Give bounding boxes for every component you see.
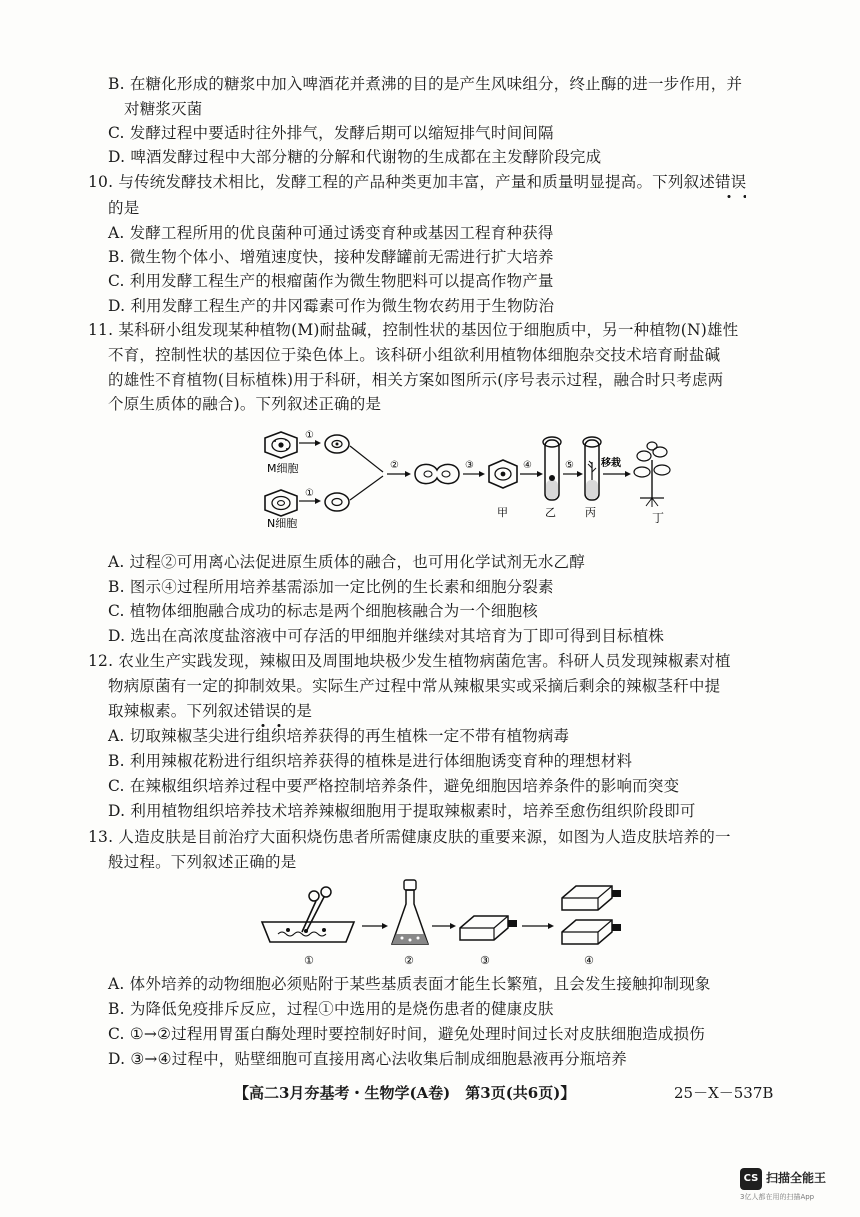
q13-stem-line1: 13. 人造皮肤是目前治疗大面积烧伤患者所需健康皮肤的重要来源，如图为人造皮肤培养的一 [88, 828, 731, 846]
q10-option-b: B. 微生物个体小、增殖速度快，接种发酵罐前无需进行扩大培养 [108, 248, 554, 266]
seedling-tube-icon [583, 437, 601, 500]
q11-option-c: C. 植物体细胞融合成功的标志是两个细胞核融合为一个细胞核 [108, 602, 538, 620]
q13-stem-line2: 般过程。下列叙述正确的是 [108, 853, 297, 871]
m-cell-label: M细胞 [267, 462, 299, 475]
n-cell-icon [265, 490, 297, 516]
q13-option-d: D. ③→④过程中，贴壁细胞可直接用离心法收集后制成细胞悬液再分瓶培养 [108, 1050, 628, 1068]
q12-option-c: C. 在辣椒组织培养过程中要严格控制培养条件，避免细胞因培养条件的影响而突变 [108, 777, 680, 795]
q9-option-b-line2: 对糖浆灭菌 [124, 100, 203, 118]
q12-emphasis: 错误 [249, 699, 280, 723]
label-yi: 乙 [545, 506, 556, 519]
step3-label: ③ [480, 954, 490, 967]
q12-stem-tail: 的是 [280, 702, 313, 720]
q12-option-d: D. 利用植物组织培养技术培养辣椒细胞用于提取辣椒素时，培养至愈伤组织阶段即可 [108, 802, 696, 820]
dish-scissors-icon [262, 887, 354, 942]
q11-stem-line2: 不育，控制性状的基因位于染色体上。该科研小组欲利用植物体细胞杂交技术培育耐盐碱 [108, 346, 721, 364]
q12-option-a: A. 切取辣椒茎尖进行组织培养获得的再生植株一定不带有植物病毒 [108, 727, 570, 745]
q12-stem-line3 [108, 699, 312, 723]
hybrid-cell-icon [489, 460, 517, 488]
q12-stem-text: 取辣椒素。下列叙述 [108, 702, 250, 720]
q13-option-c: C. ①→②过程用胃蛋白酶处理时要控制好时间，避免处理时间过长对皮肤细胞造成损伤 [108, 1025, 705, 1043]
q10-option-d: D. 利用发酵工程生产的井冈霉素可作为微生物农药用于生物防治 [108, 297, 555, 315]
n-protoplast-icon [325, 493, 349, 511]
m-protoplast-icon [325, 435, 349, 453]
page-footer: 【高二3月夯基考・生物学(A卷) 第3页(共6页)】 [234, 1084, 576, 1102]
q11-option-b: B. 图示④过程所用培养基需添加一定比例的生长素和细胞分裂素 [108, 578, 554, 596]
callus-tube-icon [543, 437, 561, 500]
q11-option-d: D. 选出在高浓度盐溶液中可存活的甲细胞并继续对其培育为丁即可得到目标植株 [108, 627, 665, 645]
q12-stem-line2: 物病原菌有一定的抑制效果。实际生产过程中常从辣椒果实或采摘后剩余的辣椒茎秆中提 [108, 677, 721, 695]
label-ding: 丁 [652, 511, 665, 525]
q9-option-d: D. 啤酒发酵过程中大部分糖的分解和代谢物的生成都在主发酵阶段完成 [108, 148, 602, 166]
step4-label: ④ [584, 954, 594, 967]
q11-stem-line3: 的雄性不育植物(目标植株)用于科研，相关方案如图所示(序号表示过程，融合时只考虑两 [108, 371, 724, 389]
q13-option-a: A. 体外培养的动物细胞必须贴附于某些基质表面才能生长繁殖，且会发生接触抑制现象 [108, 975, 711, 993]
step2-label: ② [404, 954, 414, 967]
scanner-watermark [740, 1166, 850, 1206]
watermark-subtitle: 3亿人都在用的扫描App [740, 1193, 815, 1201]
watermark-title: 扫描全能王 [766, 1171, 827, 1185]
q10-option-a: A. 发酵工程所用的优良菌种可通过诱变育种或基因工程育种获得 [108, 224, 554, 242]
flask-icon [392, 880, 428, 944]
culture-bottle-icon [460, 916, 517, 940]
q9-option-c: C. 发酵过程中要适时往外排气，发酵后期可以缩短排气时间间隔 [108, 124, 554, 142]
n-step1-label: ① [305, 488, 314, 499]
culture-bottle-upper-icon [562, 886, 621, 910]
label-jia: 甲 [497, 506, 508, 519]
q10-stem-line1 [88, 170, 746, 194]
q11-option-a: A. 过程②可用离心法促进原生质体的融合，也可用化学试剂无水乙醇 [108, 553, 585, 571]
q12-stem-line1: 12. 农业生产实践发现，辣椒田及周围地块极少发生植物病菌危害。科研人员发现辣椒素对植 [88, 652, 731, 670]
camscanner-logo-icon: CS [740, 1168, 762, 1190]
q11-diagram [255, 428, 655, 528]
transplant-label: 移栽 [601, 458, 621, 469]
q10-stem-text: 10. 与传统发酵技术相比，发酵工程的产品种类更加丰富，产量和质量明显提高。下列叙述 [88, 173, 715, 191]
q9-option-b-line1: B. 在糖化形成的糖浆中加入啤酒花并煮沸的目的是产生风味组分，终止酶的进一步作用，并 [108, 75, 743, 93]
q13-option-b: B. 为降低免疫排斥反应，过程①中选用的是烧伤患者的健康皮肤 [108, 1000, 554, 1018]
culture-bottle-lower-icon [562, 920, 621, 944]
q13-diagram [258, 876, 658, 968]
m-cell-icon [265, 432, 297, 458]
step5-label: ⑤ [565, 460, 574, 471]
step1-label: ① [304, 954, 314, 967]
q12-option-b: B. 利用辣椒花粉进行组织培养获得的植株是进行体细胞诱变育种的理想材料 [108, 752, 633, 770]
fused-protoplast-icon [415, 464, 459, 483]
q11-stem-line1: 11. 某科研小组发现某种植物(M)耐盐碱，控制性状的基因位于细胞质中，另一种植物(N)雄性 [88, 321, 739, 339]
q10-stem-line2: 的是 [108, 199, 140, 217]
step4-label: ④ [523, 460, 532, 471]
q10-emphasis: 错误 [715, 170, 746, 194]
q11-stem-line4: 个原生质体的融合)。下列叙述正确的是 [108, 395, 382, 413]
n-cell-label: N细胞 [267, 517, 298, 528]
step3-label: ③ [465, 460, 474, 471]
exam-code: 25－X－537B [674, 1084, 774, 1102]
label-bing: 丙 [585, 506, 596, 519]
q10-option-c: C. 利用发酵工程生产的根瘤菌作为微生物肥料可以提高作物产量 [108, 272, 554, 290]
step2-label: ② [390, 460, 399, 471]
m-step1-label: ① [305, 430, 314, 441]
